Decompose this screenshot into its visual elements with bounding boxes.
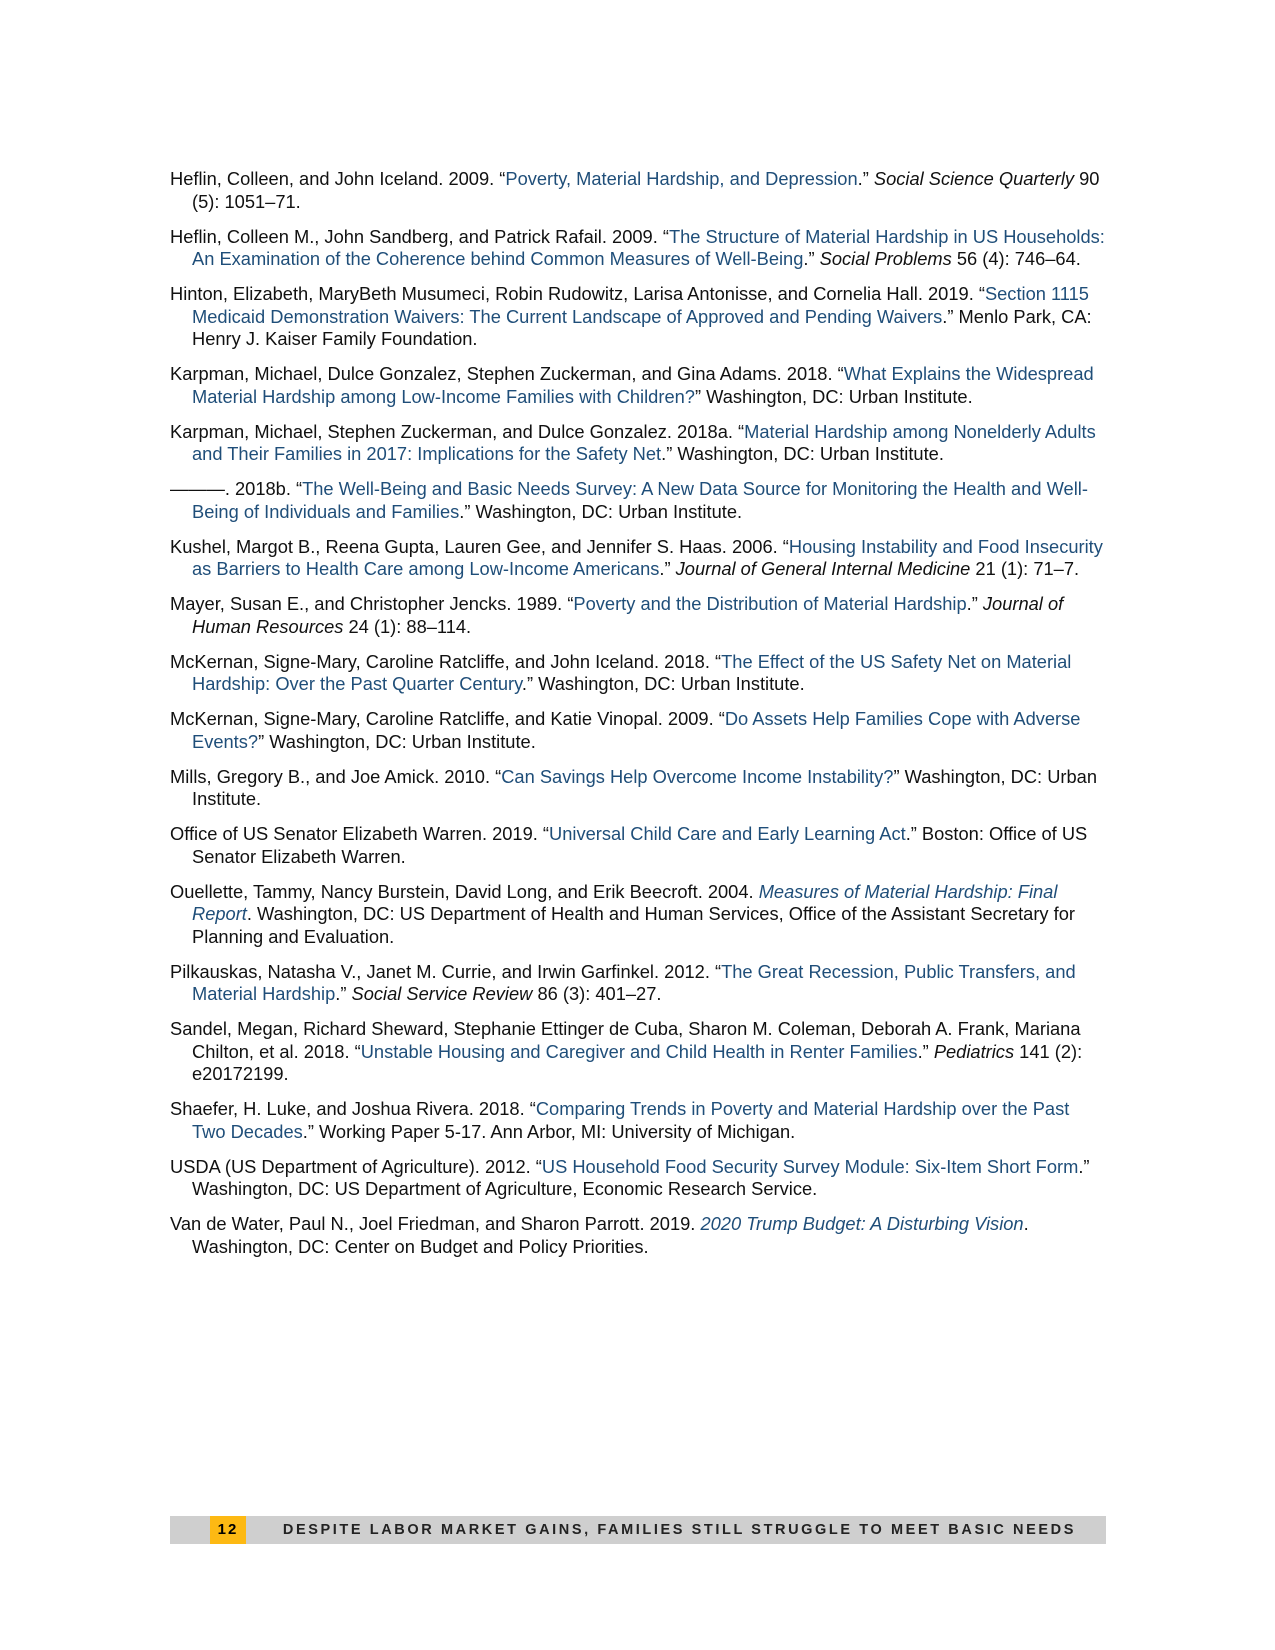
reference-link[interactable]: Section 1115 Medicaid Demonstration Waivers: The Current Landscape of Approved and Pending Waivers bbox=[192, 283, 1089, 327]
reference-text: .” Washington, DC: Urban Institute. bbox=[521, 673, 805, 694]
reference-link[interactable]: The Structure of Material Hardship in US Households: An Examination of the Coherence behind Common Measures of Well-Being bbox=[192, 225, 1105, 269]
reference-text: Mayer, Susan E., and Christopher Jencks. 1989. “ bbox=[170, 593, 574, 614]
reference-link[interactable]: Can Savings Help Overcome Income Instability? bbox=[501, 765, 894, 787]
reference-link[interactable]: Universal Child Care and Early Learning Act bbox=[549, 823, 906, 844]
reference-journal: Social Problems bbox=[819, 248, 952, 269]
reference-journal: Journal of General Internal Medicine bbox=[675, 558, 971, 579]
running-title: DESPITE LABOR MARKET GAINS, FAMILIES STILL STRUGGLE TO MEET BASIC NEEDS bbox=[282, 1522, 1076, 1538]
reference-text: ” Washington, DC: Urban Institute. bbox=[258, 730, 536, 752]
reference-journal: Pediatrics bbox=[933, 1040, 1015, 1062]
reference-entry bbox=[170, 881, 1106, 949]
reference-text: Kushel, Margot B., Reena Gupta, Lauren Gee, and Jennifer S. Haas. 2006. “ bbox=[170, 535, 789, 557]
reference-text: Office of US Senator Elizabeth Warren. 2019. “ bbox=[170, 823, 550, 844]
reference-entry bbox=[170, 961, 1106, 1006]
reference-entry bbox=[170, 226, 1106, 271]
page-number: 12 bbox=[210, 1516, 246, 1544]
reference-entry bbox=[170, 651, 1106, 696]
reference-link[interactable]: Housing Instability and Food Insecurity as Barriers to Health Care among Low-Income Americans bbox=[192, 535, 1103, 579]
reference-text: McKernan, Signe-Mary, Caroline Ratcliffe, and John Iceland. 2018. “ bbox=[170, 650, 722, 672]
reference-entry bbox=[170, 1098, 1106, 1143]
reference-text: .” bbox=[966, 593, 983, 614]
reference-entry bbox=[170, 1213, 1106, 1258]
reference-entry bbox=[170, 478, 1106, 523]
reference-text: .” Working Paper 5-17. Ann Arbor, MI: University of Michigan. bbox=[302, 1120, 796, 1142]
reference-link[interactable]: 2020 Trump Budget: A Disturbing Vision bbox=[700, 1213, 1024, 1234]
reference-entry bbox=[170, 708, 1106, 753]
reference-text: Karpman, Michael, Dulce Gonzalez, Stephen Zuckerman, and Gina Adams. 2018. “ bbox=[170, 363, 844, 384]
reference-text: USDA (US Department of Agriculture). 2012. “ bbox=[170, 1155, 542, 1177]
reference-text: . Washington, DC: US Department of Health and Human Services, Office of the Assistant Secretary for Planning and Evaluation. bbox=[192, 903, 1075, 947]
reference-text: ” Washington, DC: Urban Institute. bbox=[192, 765, 1097, 809]
reference-text: . Washington, DC: Center on Budget and Policy Priorities. bbox=[192, 1213, 1029, 1257]
reference-entry bbox=[170, 363, 1106, 408]
reference-link[interactable]: Measures of Material Hardship: Final Report bbox=[192, 880, 1058, 924]
reference-text: Sandel, Megan, Richard Sheward, Stephanie Ettinger de Cuba, Sharon M. Coleman, Deborah A. Frank, Mariana Chilton, et al. 2018. “ bbox=[170, 1018, 1081, 1062]
reference-entry bbox=[170, 168, 1106, 213]
reference-link[interactable]: Comparing Trends in Poverty and Material Hardship over the Past Two Decades bbox=[192, 1098, 1070, 1142]
reference-text: 90 (5): 1051–71. bbox=[192, 168, 1100, 212]
reference-text: 24 (1): 88–114. bbox=[343, 615, 472, 637]
reference-journal: Social Science Quarterly bbox=[873, 168, 1075, 189]
reference-link[interactable]: Poverty, Material Hardship, and Depression bbox=[505, 168, 858, 189]
reference-entry bbox=[170, 1018, 1106, 1086]
reference-text: .” Washington, DC: US Department of Agriculture, Economic Research Service. bbox=[192, 1155, 1090, 1199]
reference-text: ” Washington, DC: Urban Institute. bbox=[694, 385, 973, 407]
reference-text: Van de Water, Paul N., Joel Friedman, and Sharon Parrott. 2019. bbox=[170, 1213, 701, 1234]
reference-text: Mills, Gregory B., and Joe Amick. 2010. “ bbox=[170, 765, 502, 787]
reference-entry bbox=[170, 536, 1106, 581]
reference-text: .” bbox=[857, 168, 874, 189]
reference-journal: Journal of Human Resources bbox=[192, 593, 1064, 637]
reference-entry bbox=[170, 823, 1106, 868]
reference-text: Ouellette, Tammy, Nancy Burstein, David Long, and Erik Beecroft. 2004. bbox=[170, 880, 759, 902]
reference-link[interactable]: Do Assets Help Families Cope with Adverse Events? bbox=[192, 708, 1081, 752]
reference-text: .” Washington, DC: Urban Institute. bbox=[661, 443, 944, 464]
reference-link[interactable]: Material Hardship among Nonelderly Adults and Their Families in 2017: Implications for the Safety Net bbox=[192, 420, 1096, 464]
reference-text: 21 (1): 71–7. bbox=[970, 558, 1080, 579]
reference-text: .” bbox=[335, 983, 352, 1004]
reference-link[interactable]: US Household Food Security Survey Module: Six-Item Short Form bbox=[541, 1155, 1079, 1177]
reference-text: McKernan, Signe-Mary, Caroline Ratcliffe, and Katie Vinopal. 2009. “ bbox=[170, 708, 725, 729]
reference-link[interactable]: Unstable Housing and Caregiver and Child Health in Renter Families bbox=[360, 1040, 918, 1062]
reference-list bbox=[170, 168, 1106, 1271]
reference-text: .” Boston: Office of US Senator Elizabeth Warren. bbox=[192, 823, 1088, 867]
reference-entry bbox=[170, 766, 1106, 811]
reference-text: Heflin, Colleen M., John Sandberg, and Patrick Rafail. 2009. “ bbox=[170, 225, 669, 247]
reference-text: .” bbox=[917, 1040, 934, 1062]
reference-text: ———. 2018b. “ bbox=[170, 478, 303, 499]
reference-entry bbox=[170, 1156, 1106, 1201]
reference-text: Heflin, Colleen, and John Iceland. 2009. “ bbox=[170, 168, 506, 189]
reference-text: 141 (2): e20172199. bbox=[192, 1040, 1083, 1084]
reference-entry bbox=[170, 283, 1106, 351]
reference-text: Karpman, Michael, Stephen Zuckerman, and Dulce Gonzalez. 2018a. “ bbox=[170, 420, 745, 442]
reference-link[interactable]: Poverty and the Distribution of Material Hardship bbox=[573, 593, 967, 614]
reference-text: Pilkauskas, Natasha V., Janet M. Currie, and Irwin Garfinkel. 2012. “ bbox=[170, 960, 722, 982]
reference-text: Hinton, Elizabeth, MaryBeth Musumeci, Robin Rudowitz, Larisa Antonisse, and Cornelia Hall. 2019. “ bbox=[170, 283, 985, 304]
reference-text: .” bbox=[659, 558, 676, 579]
reference-text: .” Washington, DC: Urban Institute. bbox=[459, 500, 743, 522]
reference-text: 86 (3): 401–27. bbox=[532, 983, 662, 1004]
reference-link[interactable]: What Explains the Widespread Material Hardship among Low-Income Families with Children? bbox=[192, 363, 1094, 407]
reference-journal: Social Service Review bbox=[351, 983, 533, 1004]
reference-text: .” Menlo Park, CA: Henry J. Kaiser Family Foundation. bbox=[192, 305, 1092, 349]
reference-entry bbox=[170, 421, 1106, 466]
reference-text: 56 (4): 746–64. bbox=[951, 248, 1081, 269]
reference-text: .” bbox=[803, 248, 820, 269]
reference-text: Shaefer, H. Luke, and Joshua Rivera. 2018. “ bbox=[170, 1098, 536, 1119]
reference-link[interactable]: The Well-Being and Basic Needs Survey: A New Data Source for Monitoring the Health and Well-Being of Individuals and Families bbox=[192, 478, 1088, 522]
reference-link[interactable]: The Effect of the US Safety Net on Material Hardship: Over the Past Quarter Century bbox=[192, 650, 1072, 694]
footer-bar bbox=[170, 1516, 1106, 1544]
reference-link[interactable]: The Great Recession, Public Transfers, and Material Hardship bbox=[192, 960, 1076, 1004]
reference-entry bbox=[170, 593, 1106, 638]
